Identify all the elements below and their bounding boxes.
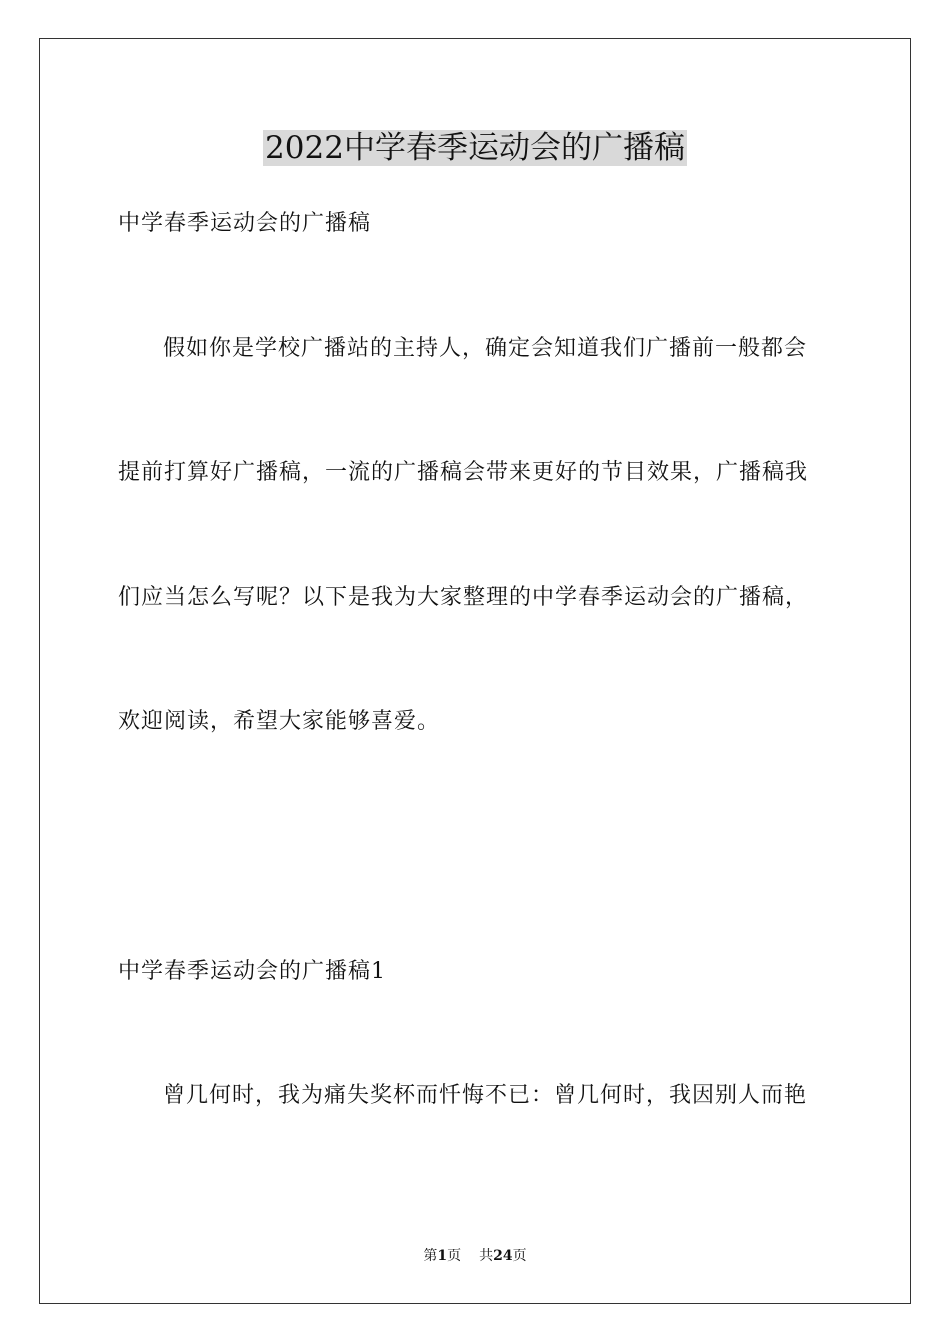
page-suffix: 页 (447, 1248, 462, 1264)
total-suffix: 页 (512, 1248, 527, 1264)
paragraph-line: 假如你是学校广播站的主持人，确定会知道我们广播前一般都会 (163, 336, 808, 361)
total-pages: 24 (493, 1248, 513, 1264)
section-heading: 中学春季运动会的广播稿1 (118, 959, 386, 984)
document-subtitle: 中学春季运动会的广播稿 (118, 211, 372, 236)
page-footer (0, 1246, 950, 1266)
paragraph-line: 欢迎阅读，希望大家能够喜爱。 (118, 709, 441, 734)
document-title (0, 128, 950, 168)
total-prefix: 共 (479, 1248, 494, 1264)
page-number: 1 (437, 1248, 448, 1264)
paragraph-line: 曾几何时，我为痛失奖杯而忏悔不已：曾几何时，我因别人而艳 (163, 1083, 808, 1108)
paragraph-line: 们应当怎么写呢？以下是我为大家整理的中学春季运动会的广播稿， (118, 585, 809, 610)
document-title-text: 2022中学春季运动会的广播稿 (265, 130, 685, 166)
paragraph-line: 提前打算好广播稿，一流的广播稿会带来更好的节目效果，广播稿我 (118, 460, 809, 485)
page-prefix: 第 (423, 1248, 438, 1264)
